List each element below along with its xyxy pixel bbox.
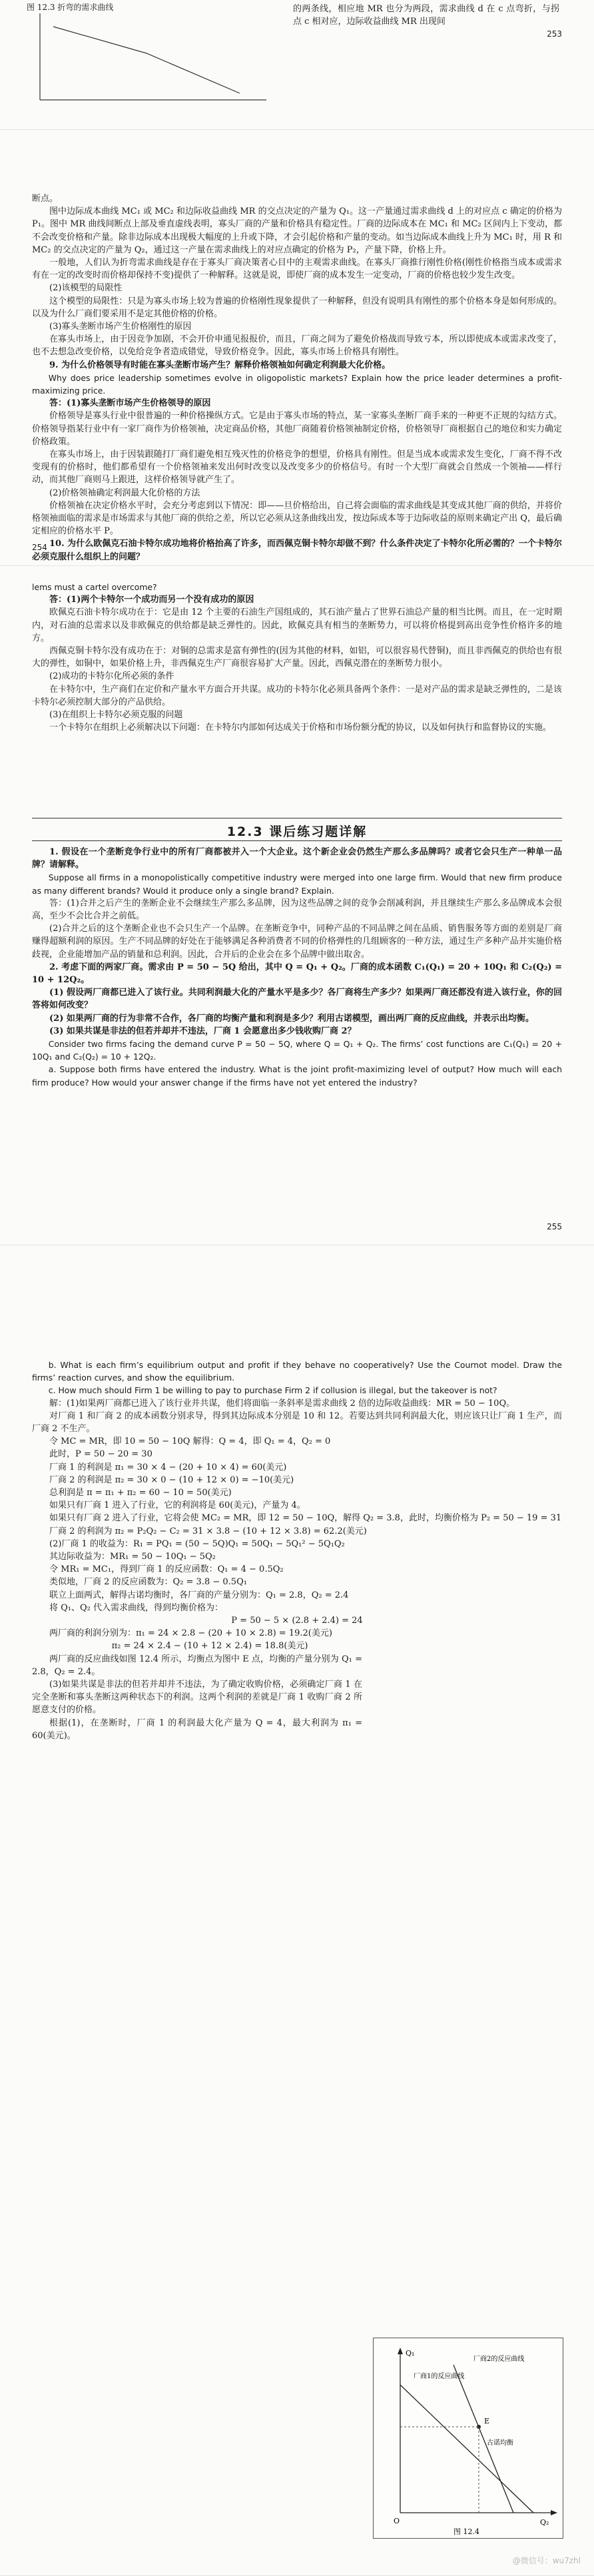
origin-label: O [394, 2517, 400, 2525]
subheading: (3)在组织上卡特尔必须克服的问题 [49, 710, 183, 721]
figure-title: 图 12.4 [453, 2527, 479, 2536]
subheading: (2)成功的卡特尔化所必须的条件 [49, 671, 174, 682]
paragraph: 解：(1)如果两厂商都已进入了该行业并共谋，他们将面临一条斜率是需求曲线 2 倍的边际收益曲线：MR = 50 − 10Q。 [49, 1398, 515, 1409]
formula-line: (2)厂商 1 的收益为：R₁ = PQ₁ = (50 − 5Q)Q₁ = 50Q₁ − 5Q₁² − 5Q₁Q₂ [49, 1538, 345, 1549]
answer-heading: 答：(1)两个卡特尔一个成功而另一个没有成功的原因 [49, 595, 254, 605]
paragraph: 价格领导是寡头行业中很普遍的一种价格操纵方式。它是由于寡头市场的特点，某一家寡头垄断厂商手来的一种更不正规的勾结方式。价格领导指某行业中有一家厂商作为价格领袖，决定商品价格，其他厂商随着价格领袖制定价格，价格领导厂商根据自己的地位和实力确定价格政策。 [32, 411, 562, 447]
paragraph: 价格领袖在决定价格水平时，会充分考虑到以下情况：即——旦价格给出，自己将会面临的需求曲线是其变成其他厂商的供给，并将价格领袖面临的需求是市场需求与其他厂商的供给之差，所以它必须从这条曲线出发，按边际成本等于边际收益的原则来确定产出 Q，最后确定相应的价格水平 P。 [32, 500, 562, 537]
curve1-label: 厂商1的反应曲线 [414, 2373, 465, 2380]
paragraph: 在卡特尔中，生产商们在定价和产量水平方面合开共谋。成功的卡特尔化必须具备两个条件：一是对产品的需求是缺乏弹性的，二是该卡特尔必须控制大部分的产品供给。 [32, 684, 562, 707]
page-number: 254 [32, 543, 47, 552]
question-english: c. How much should Firm 1 be willing to pay to purchase Firm 2 if collusion is illegal, but the takeover is not? [48, 1385, 497, 1396]
axis-arrow-icon [398, 2348, 403, 2354]
point-label: E [484, 2417, 490, 2425]
page-254-body [32, 192, 562, 566]
formula-line: 此时，P = 50 − 20 = 30 [49, 1449, 152, 1460]
section-rule-bottom [32, 840, 562, 841]
page-256 [0, 1245, 594, 2576]
formula-centered: P = 50 − 5 × (2.8 + 2.4) = 24 [231, 1616, 363, 1626]
paragraph: 西佩克铜卡特尔没有成功在于：对铜的总需求是富有弹性的(因为其他的材料，如铝，可以很容易代替铜)，而且非西佩克的供给也有很大的弹性，如铜中，如果价格上升，非西佩克生产厂商很容易扩大产量。因此，西佩克潜在的垄断势力很小。 [32, 646, 562, 669]
y-axis-label: Q₁ [406, 2349, 415, 2358]
formula-line: 将 Q₁、Q₂ 代入需求曲线，得到均衡价格为： [49, 1602, 224, 1613]
question-heading: 9. 为什么价格领导有时能在寡头垄断市场产生？解释价格领袖如何确定利润最大化价格。 [49, 360, 391, 370]
page-256-body [32, 1359, 562, 1742]
formula-line: 其边际收益为：MR₁ = 50 − 10Q₁ − 5Q₂ [49, 1552, 216, 1562]
question-heading: 1. 假设在一个垄断竞争行业中的所有厂商都被并入一个大企业。这个新企业会仍然生产那么多品牌吗？或者它会只生产一种单一品牌？请解释。 [32, 847, 562, 870]
subheading: (2)价格领袖确定利润最大化价格的方法 [49, 487, 200, 498]
formula-line: 厂商 1 的利润是 π₁ = 30 × 4 − (20 + 10 × 4) = 60(美元) [49, 1462, 287, 1472]
paragraph: 在寡头市场上，由于因装跟随打厂商们避免相互残灭性的价格竞争的想望，价格具有刚性。但是当成本或需求发生变化，厂商不得不改变现有的价格时，他们都希望有一个价格领袖来发出何时改变以及改变多少的价格信号。有时一个大型厂商就会自然成一个领袖——样行动，而其他厂商则马上跟进，这样价格领导就产生了。 [32, 450, 562, 485]
answer-heading: 答：(1)寡头垄断市场产生价格领导的原因 [49, 398, 211, 409]
paragraph: 如果只有厂商 1 进入了行业，它的利润将是 60(美元)，产量为 4。 [49, 1500, 306, 1511]
axis-arrow-icon [551, 2510, 557, 2515]
question-part: (3) 如果共谋是非法的但若并却并不违法，厂商 1 会愿意出多少钱收购厂商 2？ [49, 1026, 356, 1036]
formula-line: 两厂商的利润分别为：π₁ = 24 × 2.8 − (20 + 10 × 2.8) = 19.2(美元) [49, 1628, 332, 1639]
page-255-body-bottom [32, 846, 562, 1089]
reaction-curve-figure [373, 2338, 563, 2539]
curve2-label: 厂商2的反应曲线 [473, 2356, 525, 2363]
page1-body-text: 的两条线，相应地 MR 也分为两段，需求曲线 d 在 c 点弯折，与拐点 c 相对应，边际收益曲线 MR 出现间 [293, 4, 559, 27]
question-english: a. Suppose both firms have entered the industry. What is the joint profit-maximizing level of output? How much will each firm produce? How would your answer change if the firms have not yet entered the industry? [32, 1064, 562, 1088]
formula-line: 厂商 2 的利润是 π₂ = 30 × 0 − (10 + 12 × 0) = −10(美元) [49, 1474, 294, 1485]
section-heading: 12.3 课后练习题详解 [226, 824, 368, 839]
question-part: (1) 假设两厂商都已进入了该行业。共同利润最大化的产量水平是多少？各厂商将生产多少？如果两厂商还都没有进入该行业，你的回答将如何改变？ [32, 988, 562, 1011]
paragraph: 一般地，人们认为折弯需求曲线是存在于寡头厂商决策者心目中的主观需求曲线。在寡头厂商推行刚性价格(刚性价格指当成本或需求有在一定的改变时而价格却保持不变)提供了一种解释。这就是说，即使厂商的成本发生一定变动，厂商的价格也较少发生改变。 [32, 258, 562, 281]
question-heading: 10. 为什么欧佩克石油卡特尔成功地将价格抬高了许多，而西佩克铜卡特尔却做不到？什么条件决定了卡特尔化所必需的？一个卡特尔必须克服什么组织上的问题？ [32, 539, 562, 562]
formula-line: 厂商 2 的利润为 π₂ = P₂Q₂ − C₂ = 31 × 3.8 − (10 + 12 × 3.8) = 62.2(美元) [49, 1526, 367, 1536]
paragraph: 对厂商 1 和厂商 2 的成本函数分别求导，得到其边际成本分别是 10 和 12。若要达到共同利润最大化，则应该只让厂商 1 生产，而厂商 2 不生产。 [32, 1411, 562, 1435]
paragraph: 这个模型的局限性：只是为寡头市场上较为普遍的价格刚性现象提供了一种解释，但没有说明具有刚性的那个价格本身是如何形成的。以及为什么厂商们要采用不是定其他价格的价格。 [32, 296, 562, 319]
question-english: b. What is each firm’s equilibrium output and profit if they behave no cooperatively? Use the Cournot model. Draw the firms’ reaction curves, and show the equilibrium. [32, 1360, 562, 1383]
page-number: 253 [547, 29, 562, 39]
paragraph: 图中边际成本曲线 MC₁ 或 MC₂ 和边际收益曲线 MR 的交点决定的产量为 Q₁。这一产量通过需求曲线 d 上的对应点 c 确定的价格为 P₁。图中 MR 曲线间断点上部及垂直虚线表明，寡头厂商的产量和价格具有稳定性。厂商的边际成本在 MC₁ 和 MC₂ 区间内上下变动，都不会改变价格和产量。除非边际成本出现极大幅度的上升或下降，才会引起价格和产量的变动。如当边际成本曲线上升为 MC₁ 时，用 R 和 MC₂ 的交点决定的产量为 Q₂，通过这一产量在需求曲线上的对应点确定的价格为 P₂，产量下降，价格上升。 [32, 206, 562, 255]
figure-kinked-demand [53, 27, 240, 93]
paragraph: (3)如果共谋是非法的但若并却并不违法，为了确定收购价格，必须确定厂商 1 在完全垄断和寡头垄断这两种状态下的利润。这两个利润的差就是厂商 1 收购厂商 2 所愿意支付的价格。 [32, 1680, 362, 1716]
formula-line: π₂ = 24 × 2.4 − (10 + 12 × 2.4) = 18.8(美元) [111, 1641, 308, 1652]
page-number: 255 [547, 1222, 562, 1231]
formula-line: 类似地，厂商 2 的反应函数为：Q₂ = 3.8 − 0.5Q₁ [49, 1577, 247, 1588]
watermark: @微信号：wu7zhl [512, 2556, 581, 2565]
subheading: (3)寡头垄断市场产生价格刚性的原因 [49, 322, 192, 332]
paragraph: 欧佩克石油卡特尔成功在于：它是由 12 个主要的石油生产国组成的，其石油产量占了世界石油总产量的相当比例。而且，在一定时期内，对石油的总需求以及非欧佩克的供给都是缺乏弹性的。因此，欧佩克具有相当的垄断势力，可以将价格提到高出竞争性价格许多的地方。 [32, 607, 562, 643]
subheading: (2)该模型的局限性 [49, 283, 123, 294]
paragraph: (2)合并之后的这个垄断企业也不会只生产一个品牌。在垄断竞争中，同种产品的不同品牌之间在品质、销售服务等方面的差别是厂商赚得超额利润的原因。生产不同品牌的好处在于能够满足各种消费者不同的价格弹性的几组顾客的一种方法，通过生产多种产品并实施价格歧视，企业能增加产品的销量和总利润。因此，合并后的企业会在多个品牌中做出取舍。 [32, 924, 562, 960]
equilibrium-label: 古诺均衡 [487, 2439, 513, 2447]
paragraph: 答：(1)合并之后产生的垄断企业不会继续生产那么多品牌，因为这些品牌之间的竞争会削减利润，并且继续生产那么多品牌成本会很高，至少不会比合并之前低。 [32, 898, 562, 922]
question-english: Why does price leadership sometimes evolve in oligopolistic markets? Explain how the price leader determines a profit-maximizing price. [32, 372, 562, 396]
paragraph: 根据(1)，在垄断时，厂商 1 的利润最大化产量为 Q = 4，最大利润为 π₁ = 60(美元)。 [32, 1718, 362, 1741]
question-heading: 2. 考虑下面的两家厂商。需求由 P = 50 − 5Q 给出，其中 Q = Q₁ + Q₂。厂商的成本函数 C₁(Q₁) = 20 + 10Q₁ 和 C₂(Q₂) = 10 + 12Q₂。 [32, 962, 562, 986]
x-axis-label: Q₂ [540, 2518, 549, 2527]
paragraph: 如果只有厂商 2 进入了行业，它将会使 MC₂ = MR，即 12 = 50 − 10Q，解得 Q₂ = 3.8，此时，均衡价格为 P₂ = 50 − 19 = 31 [49, 1513, 562, 1524]
question-part: (2) 如果两厂商的行为非常不合作，各厂商的均衡产量和利润是多少？利用古诺模型，画出两厂商的反应曲线，并表示出均衡。 [49, 1013, 534, 1024]
page-255 [0, 566, 594, 1245]
page-top-fragment [0, 0, 594, 130]
reaction-curve-svg [374, 2338, 563, 2538]
formula-line: 联立上面两式，解得古诺均衡时，各厂商的产量分别为：Q₁ = 2.8，Q₂ = 2.4 [49, 1590, 349, 1600]
page-255-body-top [32, 581, 562, 734]
paragraph: 两厂商的反应曲线如图 12.4 所示，均衡点为图中 E 点，均衡的产量分别为 Q₁ = 2.8，Q₂ = 2.4。 [32, 1654, 362, 1677]
formula-line: 令 MC = MR，即 10 = 50 − 10Q 解得：Q = 4，即 Q₁ = 4，Q₂ = 0 [49, 1437, 331, 1447]
firm2-reaction-curve [453, 2365, 513, 2513]
formula-line: 总利润是 π = π₁ + π₂ = 60 − 10 = 50(美元) [49, 1488, 232, 1498]
figure-caption: 图 12.3 折弯的需求曲线 [27, 3, 114, 12]
question-english: Suppose all firms in a monopolistically competitive industry were merged into one large firm. Would that new firm produce as many different brands? Would it produce only a single brand? Explain. [32, 872, 562, 896]
firm1-reaction-curve [400, 2385, 533, 2513]
page-254 [0, 130, 594, 566]
question-english: Consider two firms facing the demand curve P = 50 − 5Q, where Q = Q₁ + Q₂. The firms’ cost functions are C₁(Q₁) = 20 + 10Q₁ and C₂(Q₂) = 10 + 12Q₂. [32, 1039, 562, 1062]
paragraph: 断点。 [32, 194, 59, 204]
paragraph: 在寡头市场上，由于因竞争加剧，不会开价申通见报报价，而且，厂商之间为了避免价格战而导致亏本，所以即使成本或需求改变了，也不去想急改变价格，以免给竞争者造成错觉，导致价格竞争。因此，寡头市场上价格具有刚性。 [32, 334, 562, 358]
paragraph: lems must a cartel overcome? [32, 582, 157, 592]
formula-line: 令 MR₁ = MC₁，得到厂商 1 的反应函数：Q₁ = 4 − 0.5Q₂ [49, 1564, 284, 1575]
paragraph: 一个卡特尔在组织上必须解决以下问题：在卡特尔内部如何达成关于价格和市场份额分配的协议，以及如何执行和监督协议的实施。 [49, 723, 552, 733]
